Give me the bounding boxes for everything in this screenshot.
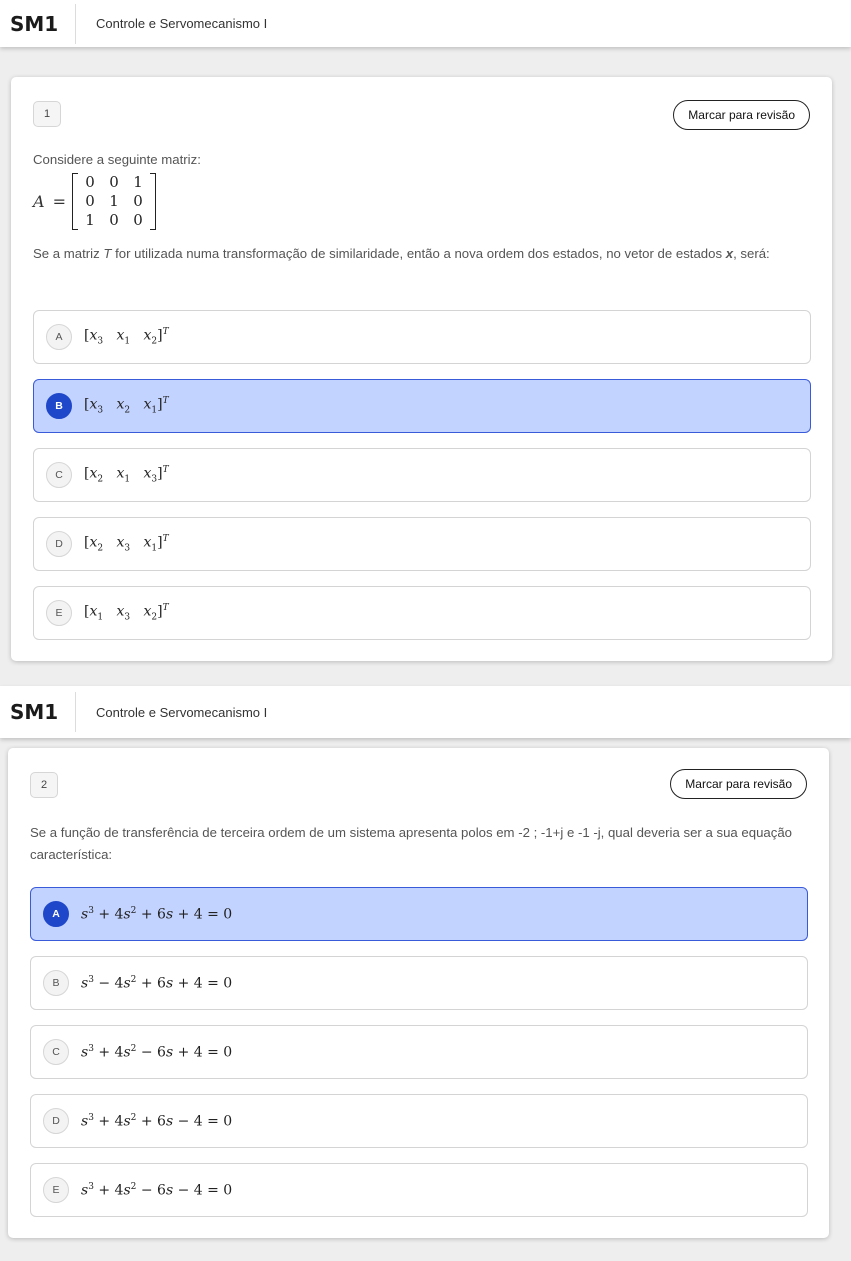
question-number: 2 [30, 772, 58, 798]
option-text: [$x_2$ $x_3$ $x_1]^T$ [84, 534, 169, 554]
matrix-cell: 0 [133, 211, 143, 229]
option-letter: C [43, 1039, 69, 1065]
stem-part: Se a matriz [33, 246, 104, 261]
matrix-A [33, 173, 156, 230]
option-text: $s^3 + 4s^2 - 6s + 4 = 0$ [81, 1043, 233, 1061]
matrix-cell: 1 [109, 192, 119, 210]
option-text: $s^3 + 4s^2 + 6s + 4 = 0$ [81, 905, 233, 923]
matrix-brackets [72, 173, 156, 230]
option-letter: E [46, 600, 72, 626]
option-b[interactable] [30, 956, 808, 1010]
matrix-cell: 0 [109, 173, 119, 191]
option-letter: D [46, 531, 72, 557]
option-letter: C [46, 462, 72, 488]
matrix-cell: 0 [85, 192, 95, 210]
option-letter: A [46, 324, 72, 350]
option-e[interactable] [30, 1163, 808, 1217]
mark-for-review-button[interactable]: Marcar para revisão [670, 769, 807, 799]
mark-for-review-button[interactable]: Marcar para revisão [673, 100, 810, 130]
top-bar [0, 686, 851, 738]
question-number: 1 [33, 101, 61, 127]
option-c[interactable] [30, 1025, 808, 1079]
top-bar [0, 0, 851, 47]
course-title: Controle e Servomecanismo I [96, 16, 268, 31]
option-e[interactable] [33, 586, 811, 640]
option-text: $s^3 + 4s^2 + 6s - 4 = 0$ [81, 1112, 233, 1130]
option-a[interactable] [30, 887, 808, 941]
option-a[interactable] [33, 310, 811, 364]
question-card-1 [11, 77, 832, 661]
stem-part: , será: [733, 246, 770, 261]
option-letter: E [43, 1177, 69, 1203]
matrix-cell: 0 [85, 173, 95, 191]
matrix-name: A [33, 192, 45, 211]
app-logo[interactable]: SM1 [0, 4, 76, 44]
question-intro: Considere a seguinte matriz: [33, 152, 201, 167]
question-stem: Se a função de transferência de terceira ordem de um sistema apresenta polos em -2 ; -1+j e -1 -j, qual deveria ser a sua equação característica: [30, 825, 792, 862]
stem-part: for utilizada numa transformação de similaridade, então a nova ordem dos estados, no vetor de estados [111, 246, 726, 261]
option-c[interactable] [33, 448, 811, 502]
course-title: Controle e Servomecanismo I [96, 704, 268, 720]
matrix-cell: 1 [85, 211, 95, 229]
stem-var-T: T [103, 246, 112, 261]
option-text: [$x_1$ $x_3$ $x_2]^T$ [84, 603, 169, 623]
stem-var-x: x [725, 246, 734, 261]
matrix-cell: 1 [133, 173, 143, 191]
matrix-cell: 0 [109, 211, 119, 229]
matrix-cell: 0 [133, 192, 143, 210]
option-text: [$x_3$ $x_2$ $x_1]^T$ [84, 396, 169, 416]
option-d[interactable] [30, 1094, 808, 1148]
option-text: $s^3 - 4s^2 + 6s + 4 = 0$ [81, 974, 233, 992]
app-logo[interactable]: SM1 [0, 692, 76, 732]
option-b[interactable] [33, 379, 811, 433]
matrix-equals: = [52, 192, 66, 211]
option-text: [$x_2$ $x_1$ $x_3]^T$ [84, 465, 169, 485]
option-text: [$x_3$ $x_1$ $x_2]^T$ [84, 327, 169, 347]
option-text: $s^3 + 4s^2 - 6s - 4 = 0$ [81, 1181, 233, 1199]
option-letter: A [43, 901, 69, 927]
option-letter: B [43, 970, 69, 996]
option-letter: D [43, 1108, 69, 1134]
question-card-2 [8, 748, 829, 1238]
option-d[interactable] [33, 517, 811, 571]
option-letter: B [46, 393, 72, 419]
question-stem [33, 243, 811, 265]
